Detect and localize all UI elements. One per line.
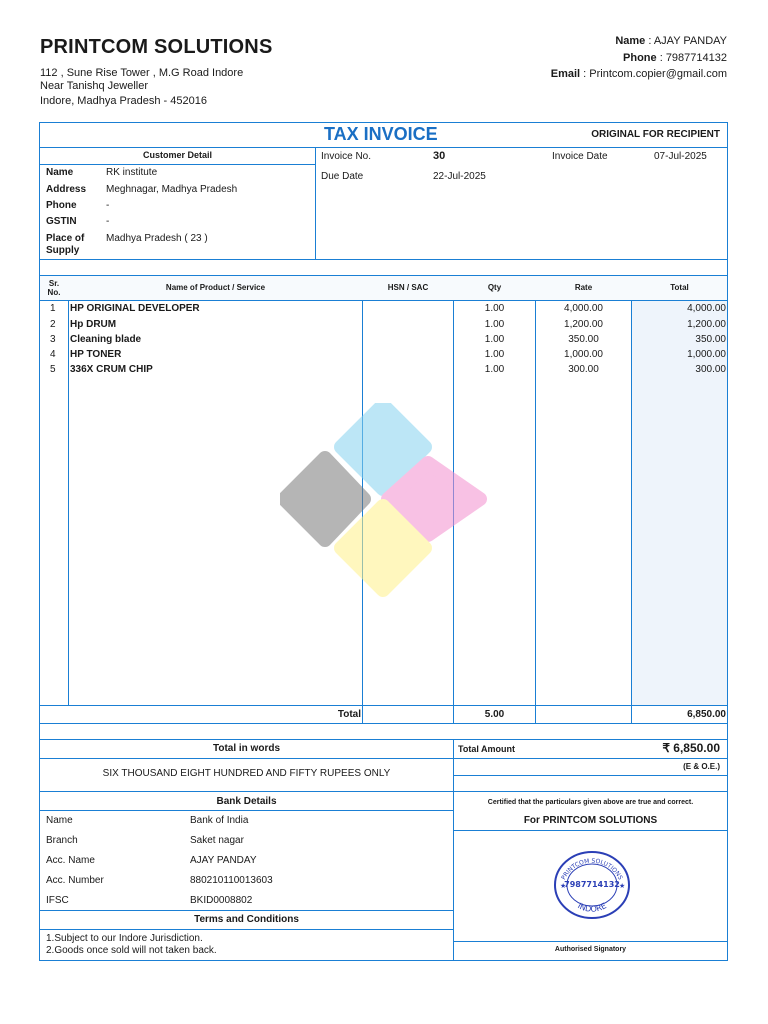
bank-ifsc-label: IFSC <box>46 895 69 906</box>
company-address-line-3: Indore, Madhya Pradesh - 452016 <box>40 95 207 107</box>
column-header-total: Total <box>670 283 689 292</box>
bank-acc-number-label: Acc. Number <box>46 875 104 886</box>
row-rate: 1,200.00 <box>564 319 603 330</box>
row-sr: 3 <box>50 334 56 345</box>
row-total: 350.00 <box>695 334 726 345</box>
watermark-logo <box>280 403 490 598</box>
row-rate: 1,000.00 <box>564 349 603 360</box>
contact-email: Email : Printcom.copier@gmail.com <box>550 68 727 80</box>
authorised-signatory-label: Authorised Signatory <box>554 946 627 953</box>
stamp-star-icon: ★ <box>619 882 626 890</box>
company-stamp <box>552 848 632 920</box>
due-date-label: Due Date <box>321 171 364 182</box>
customer-phone-value: - <box>106 200 110 211</box>
row-qty: 1.00 <box>484 364 505 375</box>
row-product-name: HP ORIGINAL DEVELOPER <box>70 303 200 314</box>
terms-heading: Terms and Conditions <box>194 914 299 925</box>
contact-phone: Phone : 7987714132 <box>623 52 727 64</box>
contact-name: Name : AJAY PANDAY <box>615 35 727 47</box>
customer-place-of-supply-label: Place of Supply <box>46 233 85 256</box>
company-address-line-2: Near Tanishq Jeweller <box>40 80 149 92</box>
row-total: 1,000.00 <box>687 349 726 360</box>
total-column-shading <box>632 301 727 705</box>
row-total: 4,000.00 <box>687 303 726 314</box>
customer-phone-label: Phone <box>46 200 77 211</box>
invoice-title: TAX INVOICE <box>324 124 438 144</box>
invoice-date-value: 07-Jul-2025 <box>654 151 707 162</box>
customer-address-value: Meghnagar, Madhya Pradesh <box>106 184 238 195</box>
bank-acc-number-value: 880210110013603 <box>190 875 273 886</box>
for-company-label: For PRINTCOM SOLUTIONS <box>523 815 658 826</box>
copy-label: ORIGINAL FOR RECIPIENT <box>591 129 720 140</box>
customer-name-value: RK institute <box>106 167 158 178</box>
stamp-star-icon: ★ <box>560 882 567 890</box>
terms-line-2: 2.Goods once sold will not taken back. <box>46 945 217 956</box>
bank-acc-name-label: Acc. Name <box>46 855 95 866</box>
total-amount-value: ₹ 6,850.00 <box>662 741 720 755</box>
bank-acc-name-value: AJAY PANDAY <box>190 855 257 866</box>
row-qty: 1.00 <box>484 334 505 345</box>
certified-statement: Certified that the particulars given above are true and correct. <box>487 799 694 806</box>
bank-name-label: Name <box>46 815 73 826</box>
invoice-date-label: Invoice Date <box>552 151 608 162</box>
bank-branch-value: Saket nagar <box>190 835 244 846</box>
column-header-product: Name of Product / Service <box>165 283 266 292</box>
row-sr: 5 <box>50 364 56 375</box>
terms-line-1: 1.Subject to our Indore Jurisdiction. <box>46 933 203 944</box>
row-qty: 1.00 <box>484 303 505 314</box>
total-in-words-heading: Total in words <box>212 743 281 754</box>
row-rate: 300.00 <box>568 364 599 375</box>
row-total: 1,200.00 <box>687 319 726 330</box>
svg-text:INDORE <box>576 901 608 914</box>
row-sr: 2 <box>50 319 56 330</box>
bank-name-value: Bank of India <box>190 815 249 826</box>
total-row-amount: 6,850.00 <box>687 709 726 720</box>
row-total: 300.00 <box>695 364 726 375</box>
customer-address-label: Address <box>46 184 87 195</box>
row-product-name: HP TONER <box>70 349 122 360</box>
row-product-name: Cleaning blade <box>70 334 142 345</box>
total-row-qty: 5.00 <box>484 709 505 720</box>
column-header-hsn: HSN / SAC <box>387 283 429 292</box>
row-qty: 1.00 <box>484 319 505 330</box>
customer-gstin-value: - <box>106 216 110 227</box>
column-header-rate: Rate <box>574 283 593 292</box>
row-sr: 4 <box>50 349 56 360</box>
invoice-no-value: 30 <box>433 150 446 162</box>
total-amount-label: Total Amount <box>458 744 515 754</box>
row-rate: 4,000.00 <box>564 303 603 314</box>
total-in-words-value: SIX THOUSAND EIGHT HUNDRED AND FIFTY RUPEES ONLY <box>102 768 391 779</box>
company-name: PRINTCOM SOLUTIONS <box>40 36 273 58</box>
column-header-sr-no: Sr. No. <box>47 279 61 297</box>
customer-detail-heading: Customer Detail <box>142 150 213 160</box>
company-address-line-1: 112 , Sune Rise Tower , M.G Road Indore <box>40 67 244 79</box>
bank-branch-label: Branch <box>46 835 78 846</box>
row-rate: 350.00 <box>568 334 599 345</box>
bank-ifsc-value: BKID0008802 <box>190 895 253 906</box>
row-product-name: Hp DRUM <box>70 319 117 330</box>
row-product-name: 336X CRUM CHIP <box>70 364 153 375</box>
stamp-bottom-text: INDORE <box>576 901 608 914</box>
stamp-top-text: PRINTCOM SOLUTIONS <box>560 857 624 882</box>
row-qty: 1.00 <box>484 349 505 360</box>
column-header-qty: Qty <box>487 283 502 292</box>
invoice-no-label: Invoice No. <box>321 151 372 162</box>
customer-gstin-label: GSTIN <box>46 216 77 227</box>
due-date-value: 22-Jul-2025 <box>433 171 486 182</box>
svg-text:PRINTCOM SOLUTIONS <box>560 858 624 882</box>
eoe-label: (E & O.E.) <box>683 762 720 771</box>
stamp-phone-text: 7987714132 <box>564 880 620 889</box>
total-row-label: Total <box>337 709 361 720</box>
customer-place-of-supply-value: Madhya Pradesh ( 23 ) <box>106 233 208 244</box>
customer-name-label: Name <box>46 167 74 178</box>
row-sr: 1 <box>50 303 56 314</box>
bank-details-heading: Bank Details <box>216 796 277 807</box>
